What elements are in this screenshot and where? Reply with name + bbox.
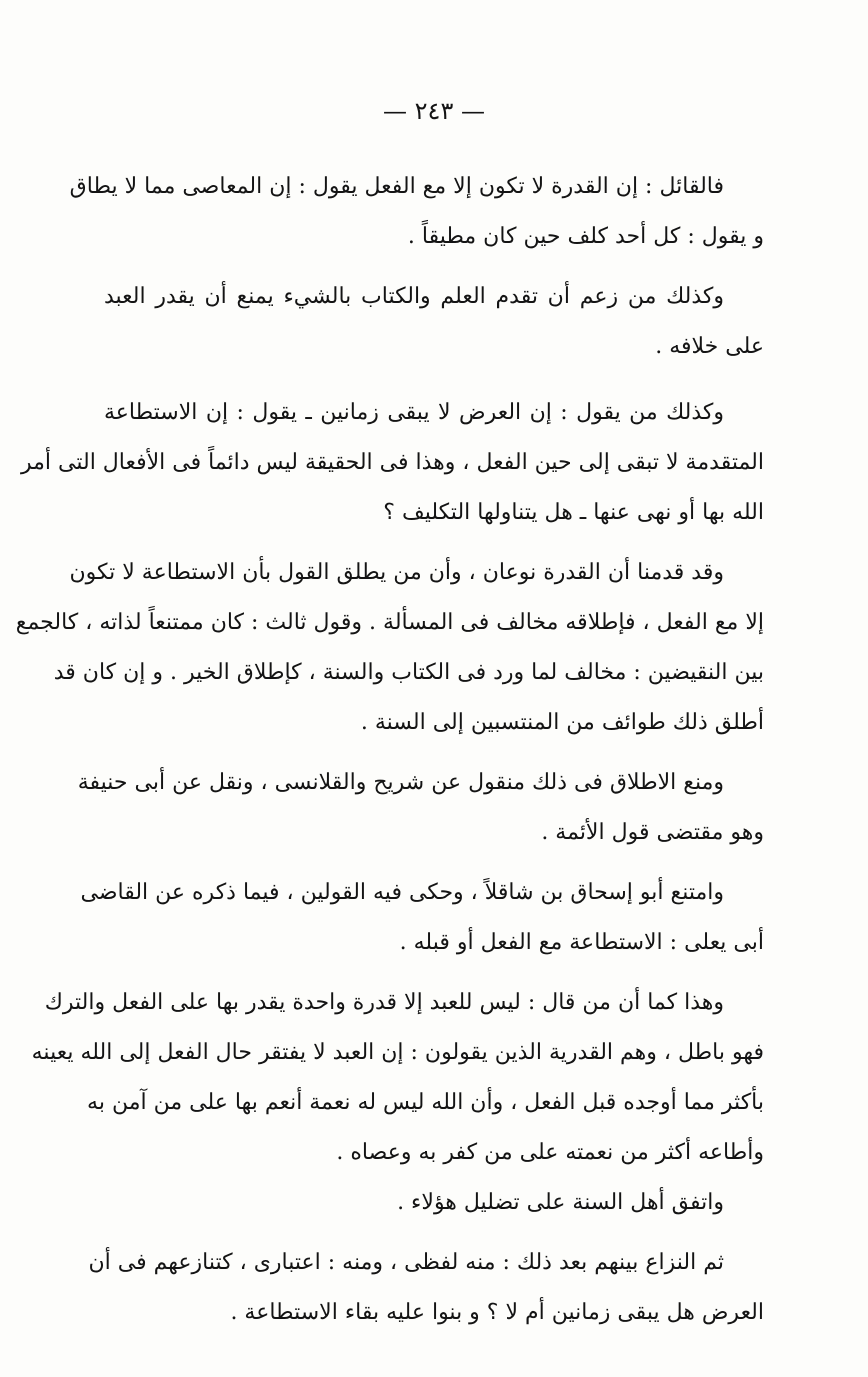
text-line: فالقائل : إن القدرة لا تكون إلا مع الفعل يقول : إن المعاصى مما لا يطاق — [69, 174, 724, 199]
text-line: فهو باطل ، وهم القدرية الذين يقولون : إن العبد لا يفتقر حال الفعل إلى الله يعينه — [31, 1040, 764, 1065]
text-line: ثم النزاع بينهم بعد ذلك : منه لفظى ، ومنه : اعتبارى ، كتنازعهم فى أن — [88, 1250, 724, 1275]
text-line: المتقدمة لا تبقى إلى حين الفعل ، وهذا فى الحقيقة ليس دائماً فى الأفعال التى أمر — [20, 450, 764, 475]
text-line: أطلق ذلك طوائف من المنتسبين إلى السنة . — [360, 710, 764, 735]
text-line: بين النقيضين : مخالف لما ورد فى الكتاب والسنة ، كإطلاق الخير . و إن كان قد — [53, 660, 764, 685]
text-line: العرض هل يبقى زمانين أم لا ؟ و بنوا عليه بقاء الاستطاعة . — [230, 1300, 764, 1325]
text-line: بأكثر مما أوجده قبل الفعل ، وأن الله ليس له نعمة أنعم بها على من آمن به — [87, 1090, 764, 1115]
paragraph — [69, 162, 764, 262]
text-line: وامتنع أبو إسحاق بن شاقلاً ، وحكى فيه القولين ، فيما ذكره عن القاضى — [80, 880, 724, 905]
text-line: واتفق أهل السنة على تضليل هؤلاء . — [397, 1190, 724, 1215]
body-text — [15, 162, 764, 1338]
text-line: أبى يعلى : الاستطاعة مع الفعل أو قبله . — [399, 930, 764, 955]
text-line: على خلافه . — [655, 334, 764, 359]
text-line: وقد قدمنا أن القدرة نوعان ، وأن من يطلق القول بأن الاستطاعة لا تكون — [69, 560, 724, 585]
text-line: الله بها أو نهى عنها ـ هل يتناولها التكليف ؟ — [383, 500, 764, 525]
text-line: وكذلك من يقول : إن العرض لا يبقى زمانين ـ يقول : إن الاستطاعة — [104, 400, 724, 425]
paragraph — [15, 548, 764, 748]
paragraph — [80, 868, 764, 968]
text-line: وهو مقتضى قول الأئمة . — [541, 820, 764, 845]
paragraph — [104, 1178, 764, 1228]
text-line: ومنع الاطلاق فى ذلك منقول عن شريح والقلانسى ، ونقل عن أبى حنيفة — [77, 770, 724, 795]
paragraph — [20, 388, 764, 538]
paragraph — [77, 758, 764, 858]
paragraph — [104, 272, 764, 372]
text-line: وهذا كما أن من قال : ليس للعبد إلا قدرة واحدة يقدر بها على الفعل والترك — [44, 990, 724, 1015]
paragraph — [31, 978, 764, 1178]
page-number: — ٢٤٣ — — [383, 97, 485, 125]
text-line: إلا مع الفعل ، فإطلاقه مخالف فى المسألة . وقول ثالث : كان ممتنعاً لذاته ، كالجمع — [15, 610, 764, 635]
text-line: وأطاعه أكثر من نعمته على من كفر به وعصاه . — [336, 1140, 764, 1165]
paragraph — [88, 1238, 764, 1338]
text-line: وكذلك من زعم أن تقدم العلم والكتاب بالشيء يمنع أن يقدر العبد — [104, 284, 724, 309]
text-line: و يقول : كل أحد كلف حين كان مطيقاً . — [407, 224, 764, 249]
